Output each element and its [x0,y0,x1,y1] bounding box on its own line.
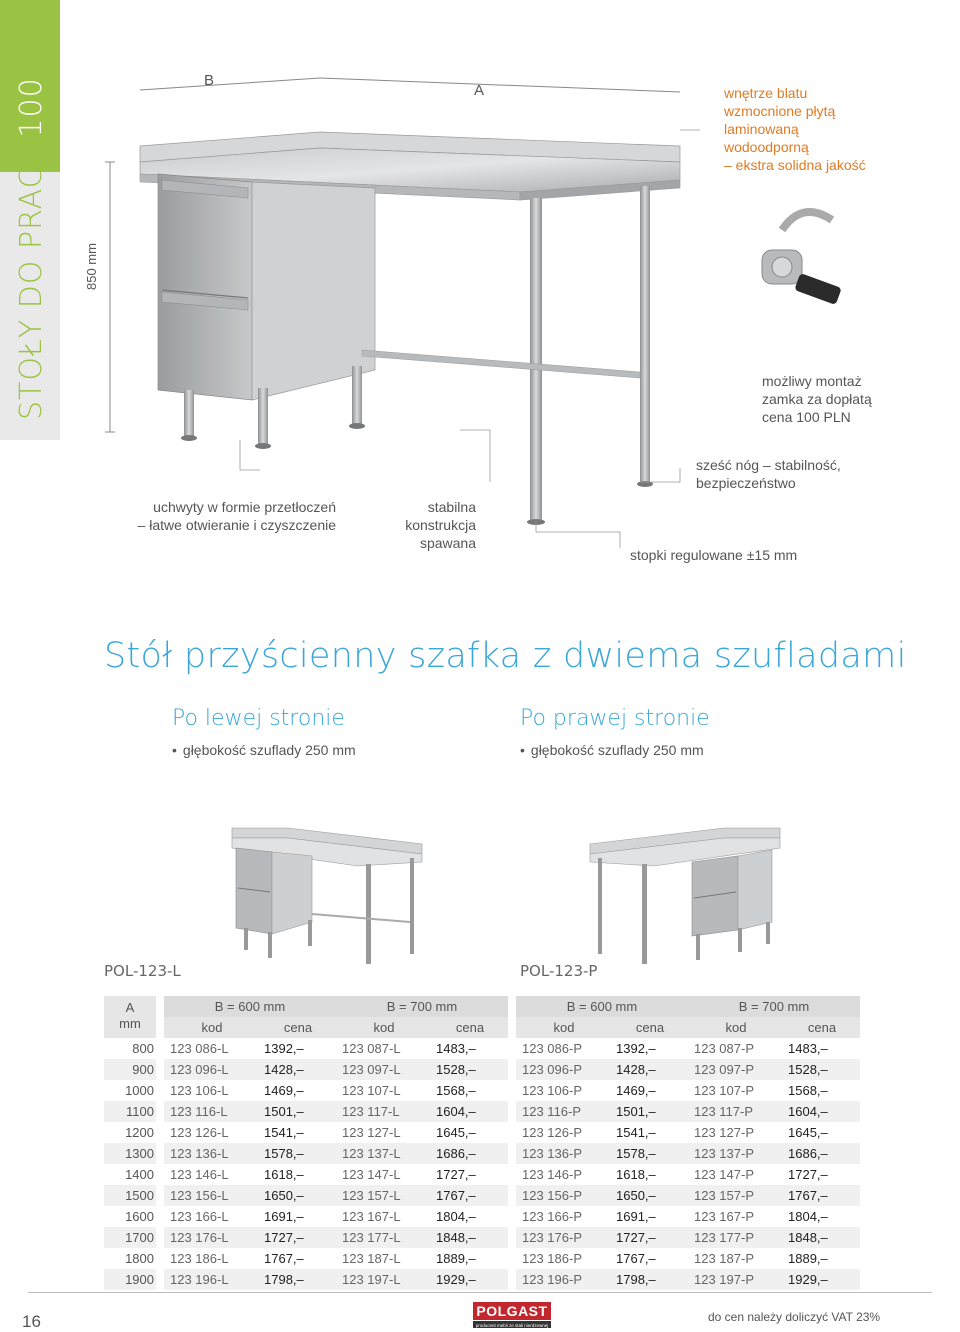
product-code: 123 136-L [164,1143,260,1164]
product-price: 1767,– [264,1251,304,1266]
length-column [104,996,156,1290]
product-code: 123 087-L [342,1041,401,1056]
product-code: 123 176-P [516,1227,612,1248]
product-price: 1469,– [616,1083,656,1098]
product-code: 123 196-P [516,1269,612,1290]
product-code: 123 196-L [164,1269,260,1290]
product-code: 123 186-P [522,1251,582,1266]
table-row [516,1122,860,1143]
product-code: 123 137-L [336,1143,432,1164]
leg [530,198,542,520]
product-code: 123 167-P [694,1209,754,1224]
table-row [164,1248,508,1269]
dimension-a-label: A [474,82,485,99]
length-value: 1100 [104,1101,156,1122]
table-row [516,1059,860,1080]
col-header-kod: kod [336,1017,432,1038]
product-code: 123 127-P [694,1125,754,1140]
product-price: 1650,– [612,1185,688,1206]
table-row [516,1164,860,1185]
product-code: 123 146-P [522,1167,582,1182]
leg [352,366,362,424]
length-value: 1000 [125,1083,154,1098]
table-image-right [588,826,784,966]
product-title: Stół przyścienny szafka z dwiema szufladami [104,636,907,676]
polgast-logo [473,1302,551,1328]
product-code: 123 147-L [342,1167,401,1182]
product-price: 1469,– [264,1083,304,1098]
col-header-cena: cena [432,1017,508,1038]
price-table-left [164,996,508,1290]
product-code: 123 107-L [342,1083,401,1098]
product-code: 123 116-L [164,1101,260,1122]
table-row [164,1227,508,1248]
col-header-kod: kod [164,1017,260,1038]
group-header-b700: B = 700 mm [688,996,860,1017]
length-value: 1600 [125,1209,154,1224]
table-row [516,1248,860,1269]
length-value: 900 [104,1059,156,1080]
annotation-handles: uchwyty w formie przetłoczeń – łatwe otwieranie i czyszczenie [137,499,336,533]
dimension-b-label: B [204,72,215,89]
col-header-cena: cena [612,1017,688,1038]
table-row [516,1038,860,1059]
vat-note: do cen należy doliczyć VAT 23% [708,1310,881,1324]
length-value: 1900 [104,1269,156,1290]
table-row [164,1164,508,1185]
product-price: 1686,– [432,1143,508,1164]
table-row [164,1101,508,1122]
product-code: 123 157-L [336,1185,432,1206]
col-header-cena: cena [260,1017,336,1038]
product-price: 1727,– [788,1167,828,1182]
product-code: 123 177-L [336,1227,432,1248]
product-code: 123 167-L [342,1209,401,1224]
product-code: 123 166-P [522,1209,582,1224]
product-price: 1727,– [436,1167,476,1182]
leg [184,390,194,436]
product-price: 1804,– [436,1209,476,1224]
table-row [164,1038,508,1059]
leg [258,388,268,444]
product-code: 123 166-L [170,1209,229,1224]
product-price: 1691,– [264,1209,304,1224]
table-row [164,1206,508,1227]
product-code: 123 187-L [342,1251,401,1266]
product-code: 123 096-L [164,1059,260,1080]
product-code: 123 136-P [516,1143,612,1164]
price-table-right [516,996,860,1290]
height-dimension-label: 850 mm [84,243,99,290]
product-price: 1428,– [612,1059,688,1080]
product-price: 1392,– [616,1041,656,1056]
annotation-feet: stopki regulowane ±15 mm [630,547,798,563]
length-value: 800 [132,1041,154,1056]
lock-illustration [752,200,852,310]
product-price: 1727,– [260,1227,336,1248]
product-price: 1568,– [788,1083,828,1098]
section-title-number: 100 [14,77,49,138]
product-price: 1767,– [432,1185,508,1206]
product-price: 1428,– [260,1059,336,1080]
product-price: 1686,– [784,1143,860,1164]
product-price: 1645,– [788,1125,828,1140]
product-price: 1650,– [260,1185,336,1206]
product-price: 1501,– [260,1101,336,1122]
product-price: 1501,– [612,1101,688,1122]
table-row [516,1143,860,1164]
model-right-label: POL-123-P [520,962,598,980]
product-price: 1568,– [436,1083,476,1098]
table-row [516,1227,860,1248]
page-number: 16 [22,1312,41,1331]
product-price: 1727,– [612,1227,688,1248]
table-row [164,1185,508,1206]
product-code: 123 127-L [342,1125,401,1140]
section-title-main: STOŁY DO PRACY [14,147,49,420]
length-value: 1200 [125,1125,154,1140]
table-row [164,1059,508,1080]
product-code: 123 116-P [516,1101,612,1122]
product-price: 1798,– [612,1269,688,1290]
annotation-lock: możliwy montaż zamka za dopłatą cena 100 PLN [762,373,872,425]
product-price: 1618,– [616,1167,656,1182]
group-header-b600: B = 600 mm [164,996,336,1017]
group-header-b700: B = 700 mm [336,996,508,1017]
table-row [164,1080,508,1101]
product-code: 123 086-P [522,1041,582,1056]
table-row [164,1269,508,1290]
crossbar [362,350,640,378]
product-code: 123 096-P [516,1059,612,1080]
product-code: 123 197-P [688,1269,784,1290]
product-price: 1618,– [264,1167,304,1182]
variant-right-title: Po prawej stronie [520,706,710,731]
leg [640,186,650,482]
product-code: 123 086-L [170,1041,229,1056]
product-price: 1889,– [436,1251,476,1266]
annotation-legs: sześć nóg – stabilność, bezpieczeństwo [696,457,841,491]
product-code: 123 106-L [170,1083,229,1098]
length-column-header: A mm [104,996,156,1038]
table-image-left [228,826,424,966]
product-price: 1541,– [264,1125,304,1140]
product-price: 1929,– [784,1269,860,1290]
svg-text:POLGAST: POLGAST [476,1303,548,1319]
product-code: 123 186-L [170,1251,229,1266]
product-illustration [100,70,700,550]
product-price: 1541,– [616,1125,656,1140]
product-price: 1798,– [260,1269,336,1290]
product-price: 1483,– [436,1041,476,1056]
variant-left-bullet: • głębokość szuflady 250 mm [172,742,356,758]
annotation-construction: stabilna konstrukcja spawana [405,499,476,551]
variant-right-bullet: • głębokość szuflady 250 mm [520,742,704,758]
footer-divider [28,1292,932,1293]
product-code: 123 147-P [694,1167,754,1182]
product-price: 1645,– [436,1125,476,1140]
svg-text:producent mebli ze stali nierd: producent mebli ze stali nierdzewnej [475,1323,549,1328]
product-price: 1929,– [432,1269,508,1290]
length-value: 1700 [104,1227,156,1248]
product-code: 123 156-L [164,1185,260,1206]
product-code: 123 097-L [336,1059,432,1080]
product-price: 1392,– [264,1041,304,1056]
product-price: 1848,– [784,1227,860,1248]
product-code: 123 107-P [694,1083,754,1098]
table-row [516,1206,860,1227]
variant-left-title: Po lewej stronie [172,706,345,731]
table-row [516,1185,860,1206]
product-code: 123 126-P [522,1125,582,1140]
table-row [164,1122,508,1143]
product-price: 1767,– [784,1185,860,1206]
product-price: 1804,– [788,1209,828,1224]
product-price: 1528,– [784,1059,860,1080]
col-header-kod: kod [516,1017,612,1038]
cabinet-front [158,174,252,400]
product-code: 123 176-L [164,1227,260,1248]
model-left-label: POL-123-L [104,962,181,980]
product-price: 1691,– [616,1209,656,1224]
length-value: 1400 [125,1167,154,1182]
product-code: 123 126-L [170,1125,229,1140]
table-row [516,1269,860,1290]
product-code: 123 187-P [694,1251,754,1266]
annotation-worktop: wnętrze blatu wzmocnione płytą laminowaną wodoodporną – ekstra solidna jakość [724,85,866,173]
product-code: 123 146-L [170,1167,229,1182]
product-code: 123 137-P [688,1143,784,1164]
product-price: 1528,– [432,1059,508,1080]
product-code: 123 106-P [522,1083,582,1098]
product-code: 123 177-P [688,1227,784,1248]
table-row [516,1080,860,1101]
length-value: 1800 [125,1251,154,1266]
product-price: 1848,– [432,1227,508,1248]
product-code: 123 087-P [694,1041,754,1056]
product-code: 123 197-L [336,1269,432,1290]
col-header-kod: kod [688,1017,784,1038]
product-price: 1604,– [784,1101,860,1122]
table-row [516,1101,860,1122]
product-price: 1578,– [260,1143,336,1164]
product-code: 123 157-P [688,1185,784,1206]
group-header-b600: B = 600 mm [516,996,688,1017]
product-price: 1604,– [432,1101,508,1122]
col-header-cena: cena [784,1017,860,1038]
table-row [164,1143,508,1164]
product-price: 1578,– [612,1143,688,1164]
length-value: 1300 [104,1143,156,1164]
product-code: 123 117-P [688,1101,784,1122]
product-price: 1889,– [788,1251,828,1266]
product-price: 1767,– [616,1251,656,1266]
product-price: 1483,– [788,1041,828,1056]
product-code: 123 097-P [688,1059,784,1080]
section-title-vertical [14,77,49,420]
length-value: 1500 [104,1185,156,1206]
product-code: 123 156-P [516,1185,612,1206]
product-code: 123 117-L [336,1101,432,1122]
